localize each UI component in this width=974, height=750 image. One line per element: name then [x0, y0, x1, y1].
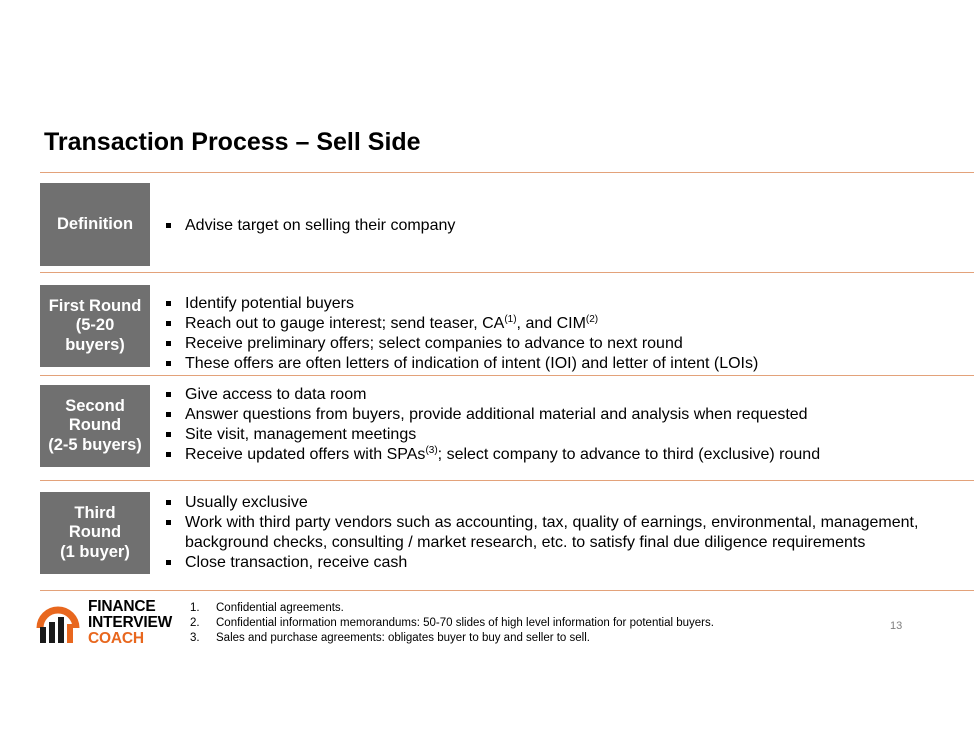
- bullet-item: Close transaction, receive cash: [162, 553, 942, 573]
- footnote-item: 3. Sales and purchase agreements: obligates buyer to buy and seller to sell.: [190, 632, 590, 644]
- label-line: (5-20: [75, 316, 115, 335]
- label-line: (2-5 buyers): [48, 435, 142, 454]
- footnote-ref: (3): [425, 445, 438, 456]
- bullet-item: Give access to data room: [162, 385, 962, 405]
- row-label-third-round: [40, 492, 150, 574]
- footnote-item: 2. Confidential information memorandums: 50-70 slides of high level information for potential buyers.: [190, 617, 714, 629]
- label-line: Round: [68, 523, 122, 542]
- bullet-item: Advise target on selling their company: [162, 216, 962, 236]
- rule-row-1: [40, 272, 974, 273]
- rule-top: [40, 172, 974, 173]
- bullet-item: Identify potential buyers: [162, 294, 962, 314]
- bullet-item: Reach out to gauge interest; send teaser, CA$^{(1)}$, and CIM$^{(2)}$: [162, 314, 962, 334]
- rule-row-2: [40, 375, 974, 376]
- page-number: 13: [890, 620, 903, 632]
- label-line: Third: [74, 503, 116, 522]
- second-round-bullets: [162, 385, 962, 465]
- third-round-bullets: [162, 493, 942, 573]
- bullet-item: These offers are often letters of indication of intent (IOI) and letter of intent (LOIs): [162, 354, 962, 374]
- label-line: First Round: [48, 296, 142, 315]
- row-label-first-round: [40, 285, 150, 367]
- first-round-bullets: [162, 294, 962, 374]
- logo-text-interview: INTERVIEW: [88, 614, 173, 631]
- bullet-item: Work with third party vendors such as accounting, tax, quality of earnings, environmental, management, background checks, consulting / market research, etc. to satisfy final due diligence requirements: [162, 513, 942, 553]
- footnote-ref: (2): [585, 314, 599, 325]
- footnote-item: 1. Confidential agreements.: [190, 602, 344, 614]
- logo-mark-icon: [36, 598, 82, 646]
- logo-text-finance: FINANCE: [88, 598, 156, 615]
- finance-interview-coach-logo: [36, 598, 186, 646]
- rule-bottom: [40, 590, 974, 591]
- bullet-item: Receive preliminary offers; select companies to advance to next round: [162, 334, 962, 354]
- logo-text-coach: COACH: [88, 630, 144, 647]
- footnotes: [190, 601, 714, 646]
- bullet-item: Receive updated offers with SPAs$^{(3)}$; select company to advance to third (exclusive) round: [162, 445, 962, 465]
- footnote-ref: (1): [504, 314, 517, 325]
- label-line: Round: [68, 416, 122, 435]
- label-line: Second: [65, 396, 125, 415]
- row-label-second-round: [40, 385, 150, 467]
- label-line: (1 buyer): [60, 542, 130, 561]
- label-line: buyers): [65, 335, 125, 354]
- rule-row-3: [40, 480, 974, 481]
- row-label-definition: [40, 183, 150, 266]
- bullet-item: Answer questions from buyers, provide additional material and analysis when requested: [162, 405, 962, 425]
- bullet-item: Usually exclusive: [162, 493, 942, 513]
- definition-bullets: [162, 216, 962, 236]
- label-line: Definition: [56, 214, 134, 233]
- slide-title: Transaction Process – Sell Side: [44, 128, 421, 156]
- bullet-item: Site visit, management meetings: [162, 425, 962, 445]
